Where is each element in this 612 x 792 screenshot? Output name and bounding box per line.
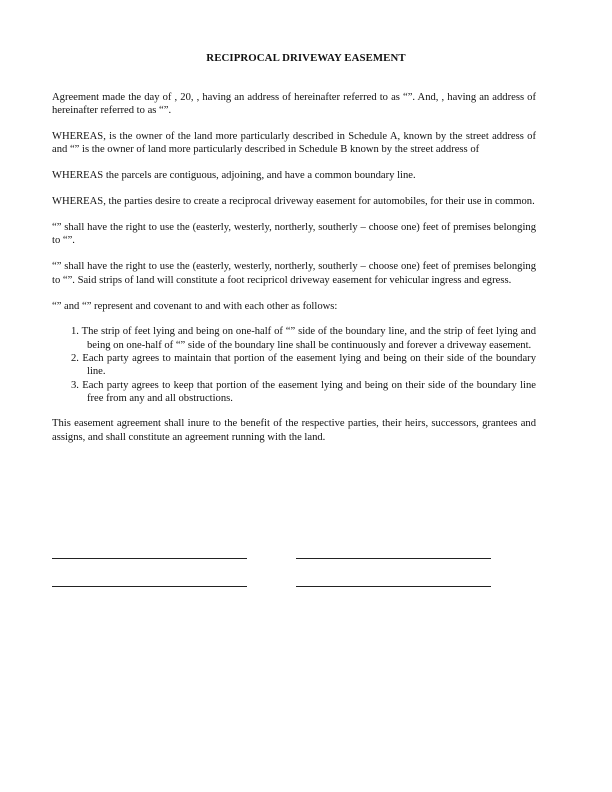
signature-line: [52, 558, 247, 560]
document-body: [52, 91, 536, 456]
list-item: 3. Each party agrees to keep that portion of the easement lying and being on their side of the boundary line free from any and all obstructions.: [71, 379, 536, 404]
whereas-owner-paragraph: WHEREAS, is the owner of the land more particularly described in Schedule A, known by the street address of and “” is the owner of land more particularly described in Schedule B known by the street address of: [52, 131, 536, 156]
agreement-paragraph: Agreement made the day of , 20, , having an address of hereinafter referred to as “”. And, , having an address of hereinafter referred to as “”.: [52, 92, 536, 117]
covenant-intro-paragraph: “” and “” represent and covenant to and with each other as follows:: [52, 300, 338, 312]
right-to-use-paragraph-1: “” shall have the right to use the (easterly, westerly, northerly, southerly – choose one) feet of premises belonging to “”.: [52, 222, 536, 247]
whereas-contiguous-paragraph: WHEREAS the parcels are contiguous, adjoining, and have a common boundary line.: [52, 170, 416, 182]
covenant-list: [52, 325, 536, 405]
signature-line: [296, 558, 491, 560]
list-item: 2. Each party agrees to maintain that portion of the easement lying and being on their side of the boundary line.: [71, 353, 536, 378]
document-title: RECIPROCAL DRIVEWAY EASEMENT: [206, 52, 406, 64]
signature-line: [296, 586, 491, 588]
list-item: 1. The strip of feet lying and being on one-half of “” side of the boundary line, and the strip of feet lying and being on one-half of “” side of the boundary line shall be continuously and forever a driveway easement.: [71, 326, 536, 351]
signature-line: [52, 586, 247, 588]
closing-paragraph: This easement agreement shall inure to the benefit of the respective parties, their heirs, successors, grantees and assigns, and shall constitute an agreement running with the land.: [52, 418, 536, 443]
whereas-desire-paragraph: WHEREAS, the parties desire to create a reciprocal driveway easement for automobiles, for their use in common.: [52, 196, 535, 208]
right-to-use-paragraph-2: “” shall have the right to use the (easterly, westerly, northerly, southerly – choose one) feet of premises belonging to “”. Said strips of land will constitute a foot recipricol driveway easement for vehicular ingress and egress.: [52, 261, 536, 286]
